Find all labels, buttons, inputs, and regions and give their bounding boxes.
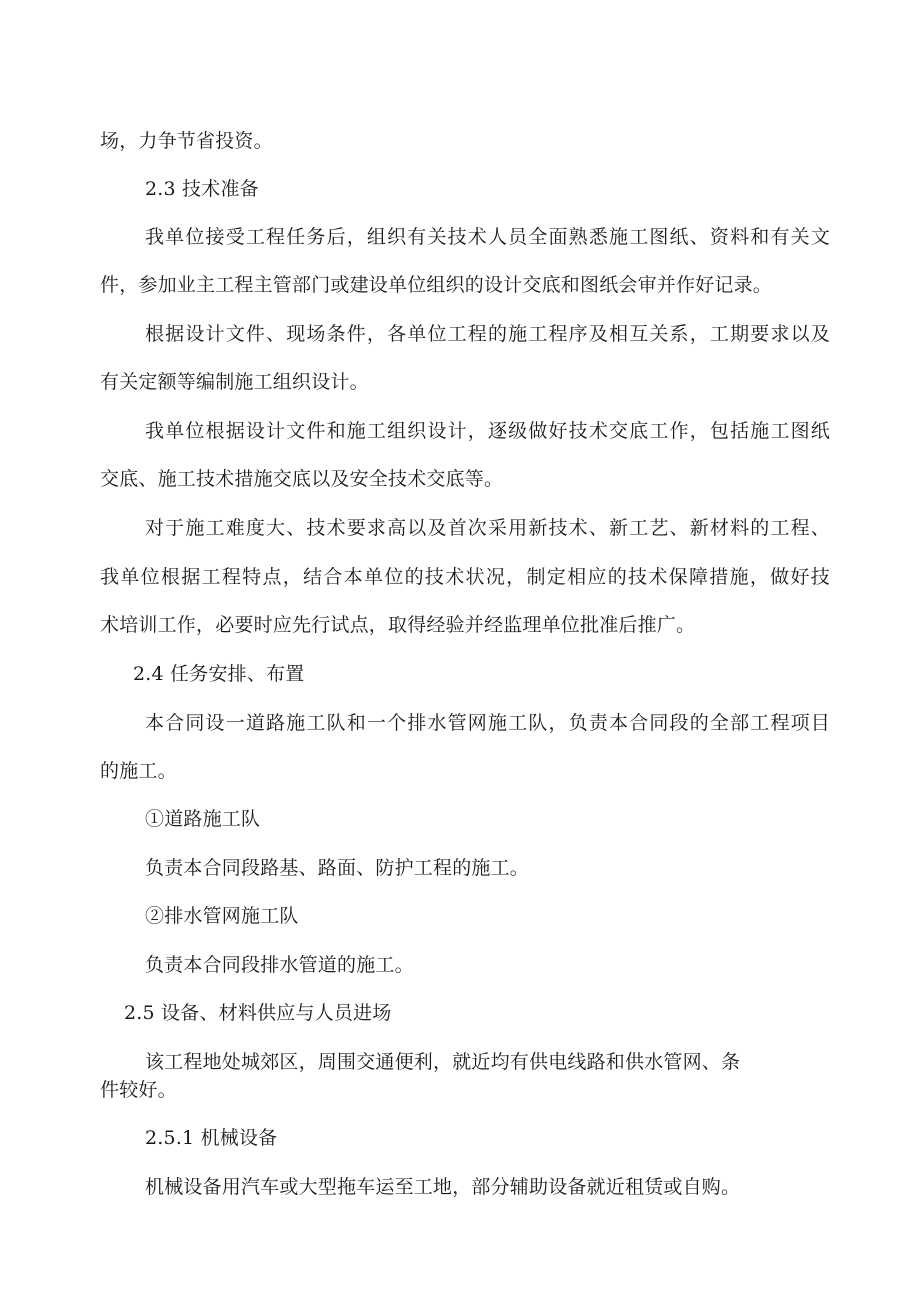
body-text-line: 有关定额等编制施工组织设计。 xyxy=(100,371,369,393)
list-item-road-team: ①道路施工队 xyxy=(145,808,261,830)
body-text-line: 术培训工作，必要时应先行试点，取得经验并经监理单位批准后推广。 xyxy=(100,614,696,636)
body-text-line: 场，力争节省投资。 xyxy=(100,130,273,152)
list-item-drainage-team: ②排水管网施工队 xyxy=(145,905,299,927)
section-heading-2-5: 2.5 设备、材料供应与人员进场 xyxy=(124,1002,392,1024)
body-text-line: 交底、施工技术措施交底以及安全技术交底等。 xyxy=(100,468,504,490)
body-text-line: 机械设备用汽车或大型拖车运至工地，部分辅助设备就近租赁或自购。 xyxy=(145,1176,741,1198)
body-text-line: 对于施工难度大、技术要求高以及首次采用新技术、新工艺、新材料的工程、 xyxy=(145,517,830,539)
body-text-line: 的施工。 xyxy=(100,760,177,782)
body-text-line: 我单位根据设计文件和施工组织设计，逐级做好技术交底工作，包括施工图纸 xyxy=(145,420,830,442)
body-text-line: 我单位根据工程特点，结合本单位的技术状况，制定相应的技术保障措施，做好技 xyxy=(100,566,830,588)
body-text-line: 根据设计文件、现场条件，各单位工程的施工程序及相互关系，工期要求以及 xyxy=(145,323,830,345)
body-text-line: 负责本合同段路基、路面、防护工程的施工。 xyxy=(145,857,530,879)
section-heading-2-4: 2.4 任务安排、布置 xyxy=(133,663,305,685)
section-heading-2-5-1: 2.5.1 机械设备 xyxy=(145,1127,278,1149)
section-heading-2-3: 2.3 技术准备 xyxy=(145,178,259,200)
body-text-line: 我单位接受工程任务后，组织有关技术人员全面熟悉施工图纸、资料和有关文 xyxy=(145,226,830,248)
body-text-line: 件较好。 xyxy=(100,1079,177,1101)
body-text-line: 负责本合同段排水管道的施工。 xyxy=(145,954,414,976)
body-text-line: 该工程地处城郊区，周围交通便利，就近均有供电线路和供水管网、条 xyxy=(145,1051,741,1073)
body-text-line: 本合同设一道路施工队和一个排水管网施工队，负责本合同段的全部工程项目 xyxy=(145,712,830,734)
body-text-line: 件，参加业主工程主管部门或建设单位组织的设计交底和图纸会审并作好记录。 xyxy=(100,274,773,296)
